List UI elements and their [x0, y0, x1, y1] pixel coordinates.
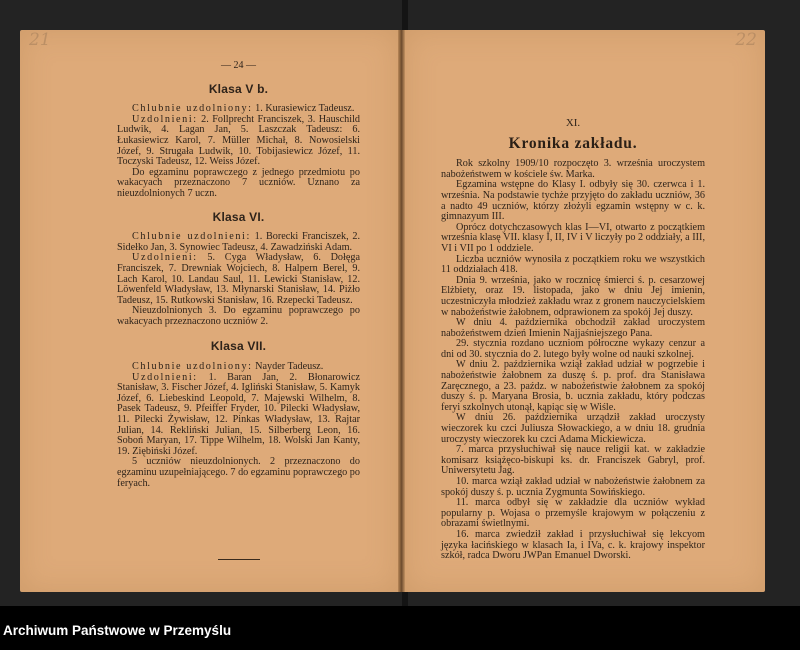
paragraph: 7. marca przysłuchiwał się nauce religii kat. w zakładzie komisarz książęco-biskupi ks. dr. Franciszek Gabryl, prof. Uniwersytetu Jag. — [441, 444, 705, 477]
paragraph: Uzdolnieni: 1. Baran Jan, 2. Błonarowicz Stanisław, 3. Fischer Józef, 4. Igliński Stanisław, 5. Kamyk Józef, 6. Liebeskind Leopold, 7. Majewski Wilhelm, 8. Pasek Tadeusz, 9. Pfeiffer Fryder, 10. Pilecki Władysław, 11. Pilecki Żywisław, 12. Pinkas Władysław, 13. Rajtar Julian, 14. Rekliński Julian, 15. Silberberg Leon, 16. Soboń Maryan, 17. Tippe Wilhelm, 18. Wolski Jan Kanty, 19. Ziębiński Józef. — [117, 371, 360, 457]
paragraph: Rok szkolny 1909/10 rozpoczęto 3. września uroczystem nabożeństwem w kościele św. Marka. — [441, 158, 705, 180]
chapter-title: Kronika zakładu. — [508, 134, 638, 152]
section-number: XI. — [565, 117, 581, 129]
paragraph: W dniu 2. października wziął zakład udział w pogrzebie i nabożeństwie żałobnem za duszę ś. p. prof. dra Stanisława Zaręcznego, a 23. paźdz. w nabożeństwie żałobnem za spokój duszy ś. p. Maryana Brosia, b. ucznia zakładu, który podczas feryi szkolnych utonął, kąpiąc się w Wiśle. — [441, 359, 705, 413]
paragraph: Nieuzdolnionych 3. Do egzaminu poprawczego po wakacyach przeznaczono uczniów 2. — [117, 305, 360, 327]
section-heading: Klasa VII. — [210, 339, 267, 354]
paragraph: Liczba uczniów wynosiła z początkiem roku we wszystkich 11 oddziałach 418. — [441, 253, 705, 276]
paragraph: 10. marca wziął zakład udział w nabożeństwie żałobnem za spokój duszy ś. p. ucznia Zygmunta Sowińskiego. — [441, 476, 705, 498]
paragraph: Chlubnie uzdolniony: 1. Kurasiewicz Tadeusz. — [132, 103, 355, 115]
paragraph: 16. marca zwiedził zakład i przysłuchiwał się lekcyom języka łacińskiego w klasach Ia, i IVa, c. k. krajowy inspektor szkół, radca Dworu JWPan Emanuel Dworski. — [441, 528, 705, 562]
paragraph: 5 uczniów nieuzdolnionych. 2 przeznaczono do egzaminu uzupełniającego. 7 do egzaminu poprawczego po feryach. — [117, 456, 360, 489]
paragraph: Egzamina wstępne do Klasy I. odbyły się 30. czerwca i 1. września. Na podstawie tychże przyjęto do zakładu uczniów, 36 a nadto 49 uczniów, którzy złożyli egzamin wstępny w c. k. gimnazyum III. — [441, 179, 705, 223]
page-number: — 24 — — [221, 60, 256, 71]
paragraph: 29. stycznia rozdano uczniom półroczne wykazy cenzur a dni od 30. stycznia do 2. lutego były wolne od nauki szkolnej. — [441, 338, 705, 360]
section-heading: Klasa VI. — [212, 209, 265, 224]
pencil-page-number: 21 — [29, 30, 51, 50]
paragraph: Uzdolnieni: 5. Cyga Władysław, 6. Dołęga Franciszek, 7. Drewniak Wojciech, 8. Halpern Berel, 9. Lach Karol, 10. Landau Saul, 11. Lewicki Stanisław, 12. Löwenfeld Władysław, 13. Młynarski Stanisław, 14. Piżło Tadeusz, 15. Rutkowski Stanisław, 16. Rzepecki Tadeusz. — [117, 252, 360, 306]
section-heading: Klasa V b. — [208, 81, 269, 96]
archive-caption: Archiwum Państwowe w Przemyślu — [3, 623, 232, 638]
paragraph: Oprócz dotychczasowych klas I—VI, otwarto z początkiem września klasę VII. klasy I, II, IV i V liczyły po 2 oddziały, a III, VI i VII po 1 oddziele. — [441, 221, 705, 254]
paragraph: W dniu 26. października urządził zakład uroczysty wieczorek ku czci Juliusza Słowackiego, a w dniu 18. grudnia uroczysty wieczorek ku czci Adama Mickiewicza. — [441, 412, 705, 445]
archive-caption-bar — [0, 606, 800, 650]
right-page-content — [441, 118, 705, 562]
paragraph: Uzdolnieni: 2. Follprecht Franciszek, 3. Hauschild Ludwik, 4. Lagan Jan, 5. Laszczak Tadeusz: 6. Łukasiewicz Karol, 7. Müller Michał, 8. Nowosielski Józef, 9. Strugała Ludwik, 10. Tobijasiewicz Józef, 11. Toczyski Tadeusz, 12. Weiss Józef. — [117, 113, 360, 168]
pencil-page-number: 22 — [735, 30, 757, 50]
closing-rule — [218, 559, 260, 560]
left-page-content — [117, 61, 360, 560]
paragraph: Chlubnie uzdolnieni: 1. Borecki Franciszek, 2. Sidełko Jan, 3. Synowiec Tadeusz, 4. Zawadziński Adam. — [117, 231, 360, 253]
paragraph: Do egzaminu poprawczego z jednego przedmiotu po wakacyach przeznaczono 7 uczniów. Uznano za nieuzdolnionych 7 uczn. — [117, 166, 360, 199]
left-page — [20, 30, 398, 592]
paragraph: Dnia 9. września, jako w rocznicę śmierci ś. p. cesarzowej Elżbiety, oraz 19. listopada, jako w dniu Jej imienin, uczestniczyła młodzież zakładu wraz z gronem nauczycielskiem w nabożeństwie żałobnem, odprawionem za spokój Jej duszy. — [441, 274, 705, 318]
paragraph: W dniu 4. października obchodził zakład uroczystem nabożeństwem dzień Imienin Najjaśniejszego Pana. — [441, 317, 705, 339]
page-fold — [398, 30, 405, 592]
paragraph: Chlubnie uzdolniony: Nayder Tadeusz. — [132, 361, 324, 373]
right-page — [405, 30, 765, 592]
paragraph: 11. marca odbył się w zakładzie dla uczniów wykład popularny p. Wojasa o przemyśle krajowym w połączeniu z obrazami świetlnymi. — [441, 497, 705, 530]
